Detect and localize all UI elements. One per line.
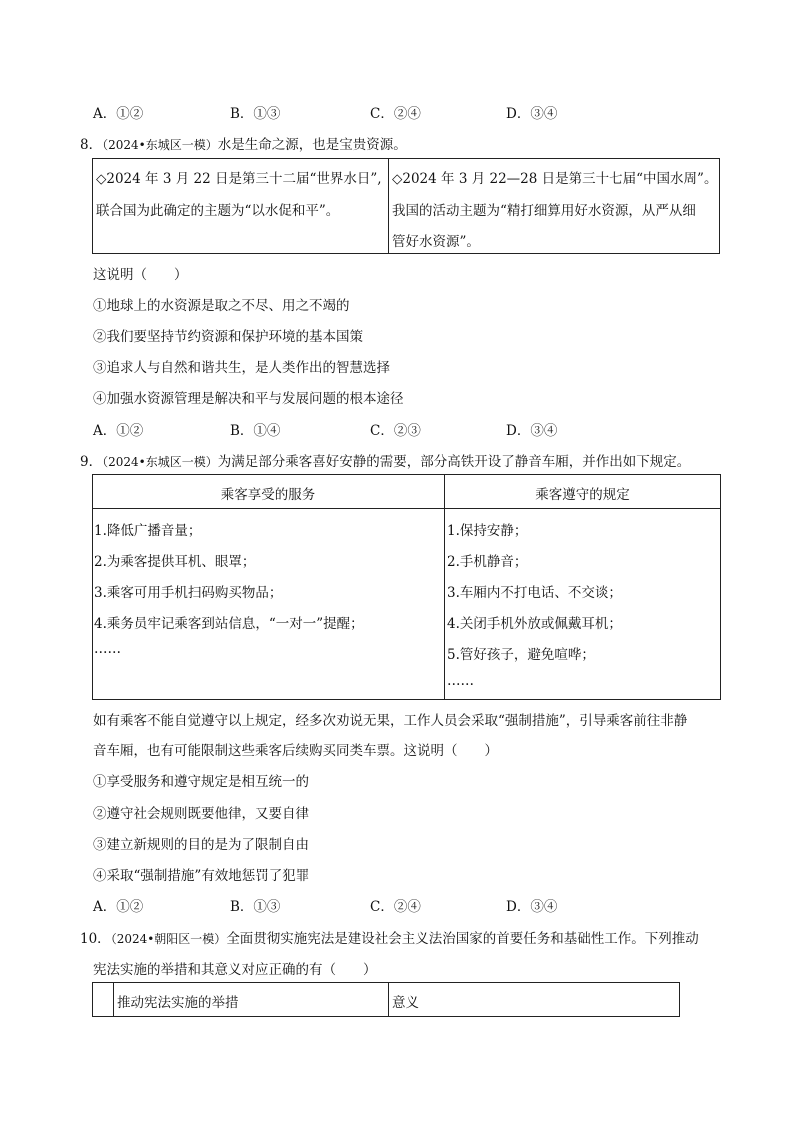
q9-rule-ellipsis: …… (447, 673, 474, 689)
q8-box-left-line2: 联合国为此确定的主题为“以水促和平”。 (96, 203, 340, 219)
q9-rule-1: 1.保持安静； (447, 523, 528, 539)
q7-option-b[interactable]: B．①③ (230, 106, 281, 122)
q10-table-divider-2 (388, 982, 389, 1017)
q9-heading (80, 450, 690, 470)
q8-source: （2024•东城区一模） (102, 138, 218, 152)
q9-service-4: 4.乘务员牢记乘客到站信息，“一对一”提醒； (94, 616, 364, 632)
q8-statement-2: ②我们要坚持节约资源和保护环境的基本国策 (93, 329, 363, 345)
q8-options (93, 419, 713, 439)
q8-statement-3: ③追求人与自然和谐共生，是人类作出的智慧选择 (93, 360, 390, 376)
q8-option-c[interactable]: C．②③ (370, 423, 421, 439)
q9-statement-3: ③建立新规则的目的是为了限制自由 (93, 837, 309, 853)
q8-box-right-line2: 我国的活动主题为“精打细算用好水资源，从严从细 (392, 203, 696, 219)
q9-table-header-rule (92, 508, 721, 509)
q8-option-a[interactable]: A．①② (93, 423, 144, 439)
q9-service-1: 1.降低广播音量； (94, 523, 202, 539)
q8-statement-1: ①地球上的水资源是取之不尽、用之不竭的 (93, 298, 350, 314)
q9-header-rules: 乘客遵守的规定 (535, 487, 630, 503)
q8-option-d[interactable]: D．③④ (506, 423, 558, 439)
q9-option-d[interactable]: D．③④ (506, 899, 558, 915)
q8-box-left-line1: ◇2024 年 3 月 22 日是第三十二届“世界水日”, (96, 171, 382, 187)
q10-source: （2024•朝阳区一模） (110, 932, 227, 946)
q9-option-b[interactable]: B．①③ (230, 899, 281, 915)
q7-option-d[interactable]: D．③④ (506, 106, 558, 122)
q8-statement-4: ④加强水资源管理是解决和平与发展问题的根本途径 (93, 391, 404, 407)
q9-statement-2: ②遵守社会规则既要他律，又要自律 (93, 806, 309, 822)
q9-follow-line1: 如有乘客不能自觉遵守以上规定，经多次劝说无果，工作人员会采取“强制措施”，引导乘客前往非静 (93, 713, 688, 729)
q10-table-divider-1 (113, 982, 114, 1017)
q9-stem: 为满足部分乘客喜好安静的需要，部分高铁开设了静音车厢，并作出如下规定。 (217, 454, 691, 470)
q9-service-2: 2.为乘客提供耳机、眼罩； (94, 554, 256, 570)
q8-box-right-line3: 管好水资源”。 (392, 234, 480, 250)
q7-options (93, 102, 713, 122)
q7-option-c[interactable]: C．②④ (370, 106, 421, 122)
q9-option-c[interactable]: C．②④ (370, 899, 421, 915)
q8-number: 8． (80, 137, 103, 153)
q9-statement-4: ④采取“强制措施”有效地惩罚了犯罪 (93, 868, 310, 884)
q10-header-measures: 推动宪法实施的举措 (117, 995, 239, 1011)
q7-option-a[interactable]: A．①② (93, 106, 144, 122)
q9-service-ellipsis: …… (94, 641, 121, 657)
q9-rule-5: 5.管好孩子，避免喧哗； (447, 647, 595, 663)
q10-stem: 全面贯彻实施宪法是建设社会主义法治国家的首要任务和基础性工作。下列推动 (226, 931, 699, 947)
q10-heading (80, 927, 699, 947)
q9-source: （2024•东城区一模） (102, 455, 218, 469)
q10-number: 10． (80, 931, 111, 947)
q8-option-b[interactable]: B．①④ (230, 423, 281, 439)
q9-number: 9． (80, 454, 103, 470)
q9-follow-line2: 音车厢，也有可能限制这些乘客后续购买同类车票。这说明（ ） (93, 743, 498, 759)
q8-stem: 水是生命之源，也是宝贵资源。 (217, 137, 407, 153)
q8-box-divider (388, 158, 389, 254)
q9-option-a[interactable]: A．①② (93, 899, 144, 915)
q9-rule-2: 2.手机静音； (447, 554, 528, 570)
q9-statement-1: ①享受服务和遵守规定是相互统一的 (93, 774, 309, 790)
q9-service-3: 3.乘客可用手机扫码购买物品； (94, 585, 283, 601)
q9-options (93, 895, 713, 915)
q8-box-right-line1: ◇2024 年 3 月 22—28 日是第三十七届“中国水周”。 (392, 171, 718, 187)
q10-header-significance: 意义 (392, 995, 419, 1011)
q8-heading (80, 133, 407, 153)
q8-prompt: 这说明（ ） (93, 267, 188, 283)
q9-rule-4: 4.关闭手机外放或佩戴耳机； (447, 616, 622, 632)
q9-header-services: 乘客享受的服务 (220, 487, 316, 503)
q10-stem-line2: 宪法实施的举措和其意义对应正确的有（ ） (93, 962, 377, 978)
q9-rule-3: 3.车厢内不打电话、不交谈； (447, 585, 622, 601)
